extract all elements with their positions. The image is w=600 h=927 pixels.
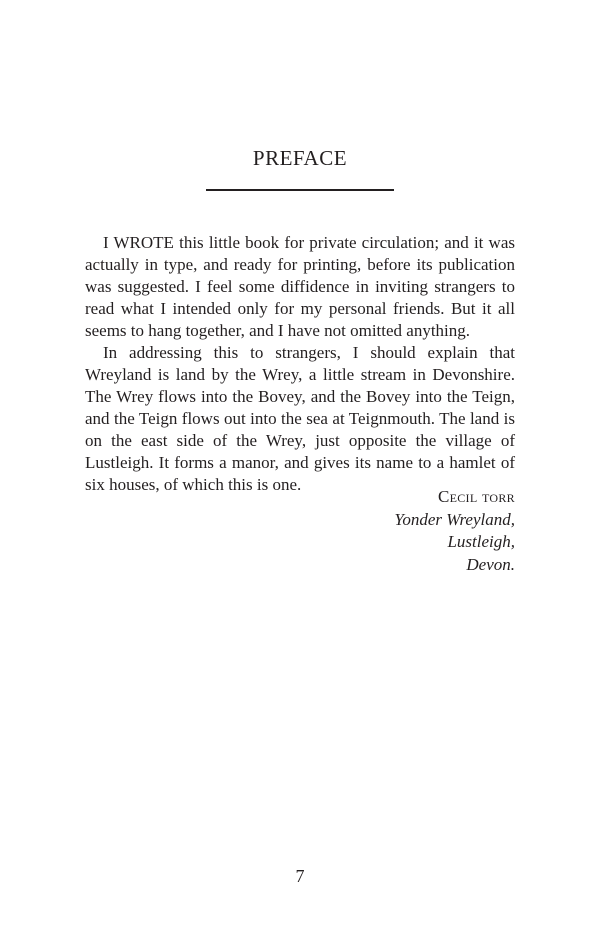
- paragraph: In addressing this to strangers, I should explain that Wreyland is land by the Wrey, a little stream in Devonshire. The Wrey flows into the Bovey, and the Bovey into the Teign, and the Teign flows out into the sea at Teignmouth. The land is on the east side of the Wrey, just opposite the village of Lustleigh. It forms a manor, and gives its name to a hamlet of six houses, of which this is one.: [85, 343, 515, 494]
- preface-body: [85, 232, 515, 496]
- chapter-title: PREFACE: [252, 146, 348, 170]
- address-line: Devon.: [466, 554, 515, 574]
- signature-block: [300, 486, 515, 576]
- page-number: 7: [295, 866, 305, 886]
- title-underline-rule: [206, 189, 394, 191]
- address-line: Lustleigh,: [447, 532, 515, 551]
- paragraph: I WROTE this little book for private circulation; and it was actually in type, and ready for printing, before its publication was suggested. I feel some diffidence in inviting strangers to read what I intended only for my personal friends. But it all seems to hang together, and I have not omitted anything.: [85, 233, 515, 340]
- author-name: Cecil torr: [437, 487, 515, 506]
- address-line: Yonder Wreyland,: [394, 509, 515, 529]
